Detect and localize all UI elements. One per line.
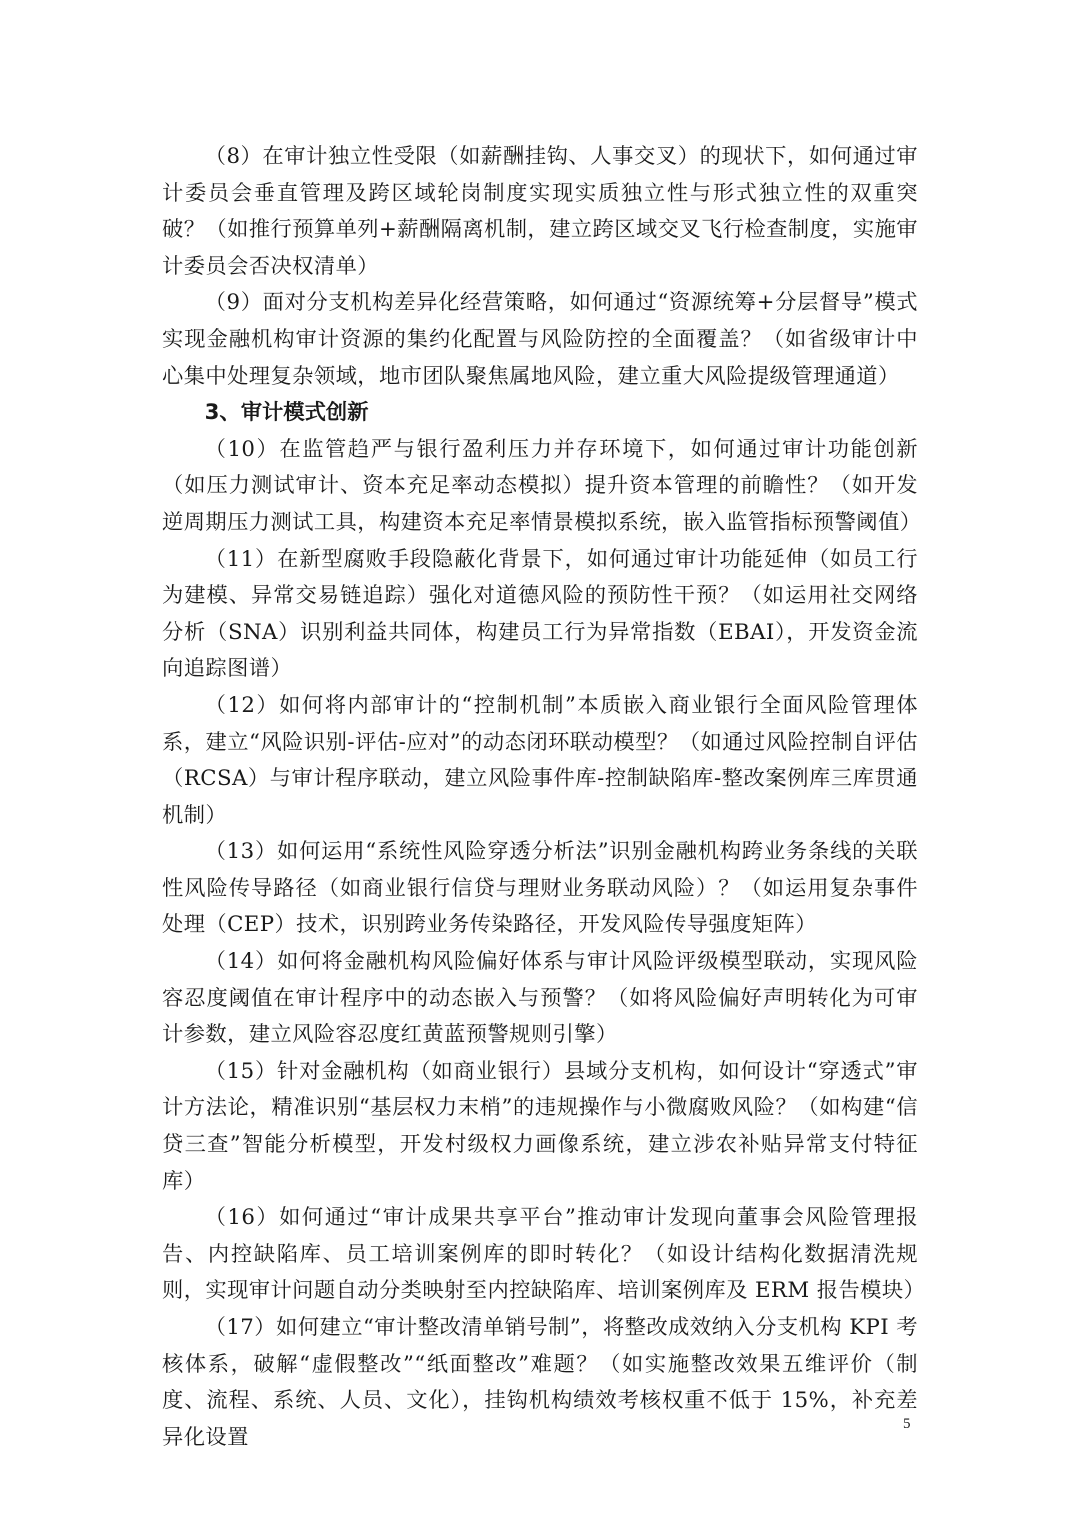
paragraph-8: （8）在审计独立性受限（如薪酬挂钩、人事交叉）的现状下，如何通过审计委员会垂直管理及跨区域轮岗制度实现实质独立性与形式独立性的双重突破？（如推行预算单列+薪酬隔离机制，建立跨区域交叉飞行检查制度，实施审计委员会否决权清单） [162, 144, 918, 279]
paragraph-14: （14）如何将金融机构风险偏好体系与审计风险评级模型联动，实现风险容忍度阈值在审计程序中的动态嵌入与预警？（如将风险偏好声明转化为可审计参数，建立风险容忍度红黄蓝预警规则引擎） [162, 949, 918, 1048]
paragraph-11: （11）在新型腐败手段隐蔽化背景下，如何通过审计功能延伸（如员工行为建模、异常交易链追踪）强化对道德风险的预防性干预？（如运用社交网络分析（SNA）识别利益共同体，构建员工行为异常指数（EBAI），开发资金流向追踪图谱） [162, 546, 918, 682]
page-number: 5 [903, 1416, 911, 1432]
paragraph-16: （16）如何通过“审计成果共享平台”推动审计发现向董事会风险管理报告、内控缺陷库、员工培训案例库的即时转化？（如设计结构化数据清洗规则，实现审计问题自动分类映射至内控缺陷库、培训案例库及 ERM 报告模块） [162, 1205, 926, 1304]
section-heading: 3、审计模式创新 [204, 400, 369, 426]
paragraph-15: （15）针对金融机构（如商业银行）县域分支机构，如何设计“穿透式”审计方法论，精准识别“基层权力末梢”的违规操作与小微腐败风险？（如构建“信贷三查”智能分析模型，开发村级权力画像系统，建立涉农补贴异常支付特征库） [162, 1058, 918, 1194]
document-body [162, 139, 926, 1456]
paragraph-17: （17）如何建立“审计整改清单销号制”，将整改成效纳入分支机构 KPI 考核体系，破解“虚假整改”“纸面整改”难题？（如实施整改效果五维评价（制度、流程、系统、人员、文化），挂钩机构绩效考核权重不低于 15%，补充差异化设置 [162, 1315, 918, 1450]
paragraph-13: （13）如何运用“系统性风险穿透分析法”识别金融机构跨业务条线的关联性风险传导路径（如商业银行信贷与理财业务联动风险）？（如运用复杂事件处理（CEP）技术，识别跨业务传染路径，开发风险传导强度矩阵） [162, 839, 918, 938]
paragraph-12: （12）如何将内部审计的“控制机制”本质嵌入商业银行全面风险管理体系，建立“风险识别-评估-应对”的动态闭环联动模型？（如通过风险控制自评估（RCSA）与审计程序联动，建立风险事件库-控制缺陷库-整改案例库三库贯通机制） [162, 692, 918, 828]
paragraph-9: （9）面对分支机构差异化经营策略，如何通过“资源统筹+分层督导”模式实现金融机构审计资源的集约化配置与风险防控的全面覆盖？（如省级审计中心集中处理复杂领域，地市团队聚焦属地风险，建立重大风险提级管理通道） [162, 290, 918, 389]
paragraph-10: （10）在监管趋严与银行盈利压力并存环境下，如何通过审计功能创新（如压力测试审计、资本充足率动态模拟）提升资本管理的前瞻性？（如开发逆周期压力测试工具，构建资本充足率情景模拟系统，嵌入监管指标预警阈值） [162, 436, 922, 535]
